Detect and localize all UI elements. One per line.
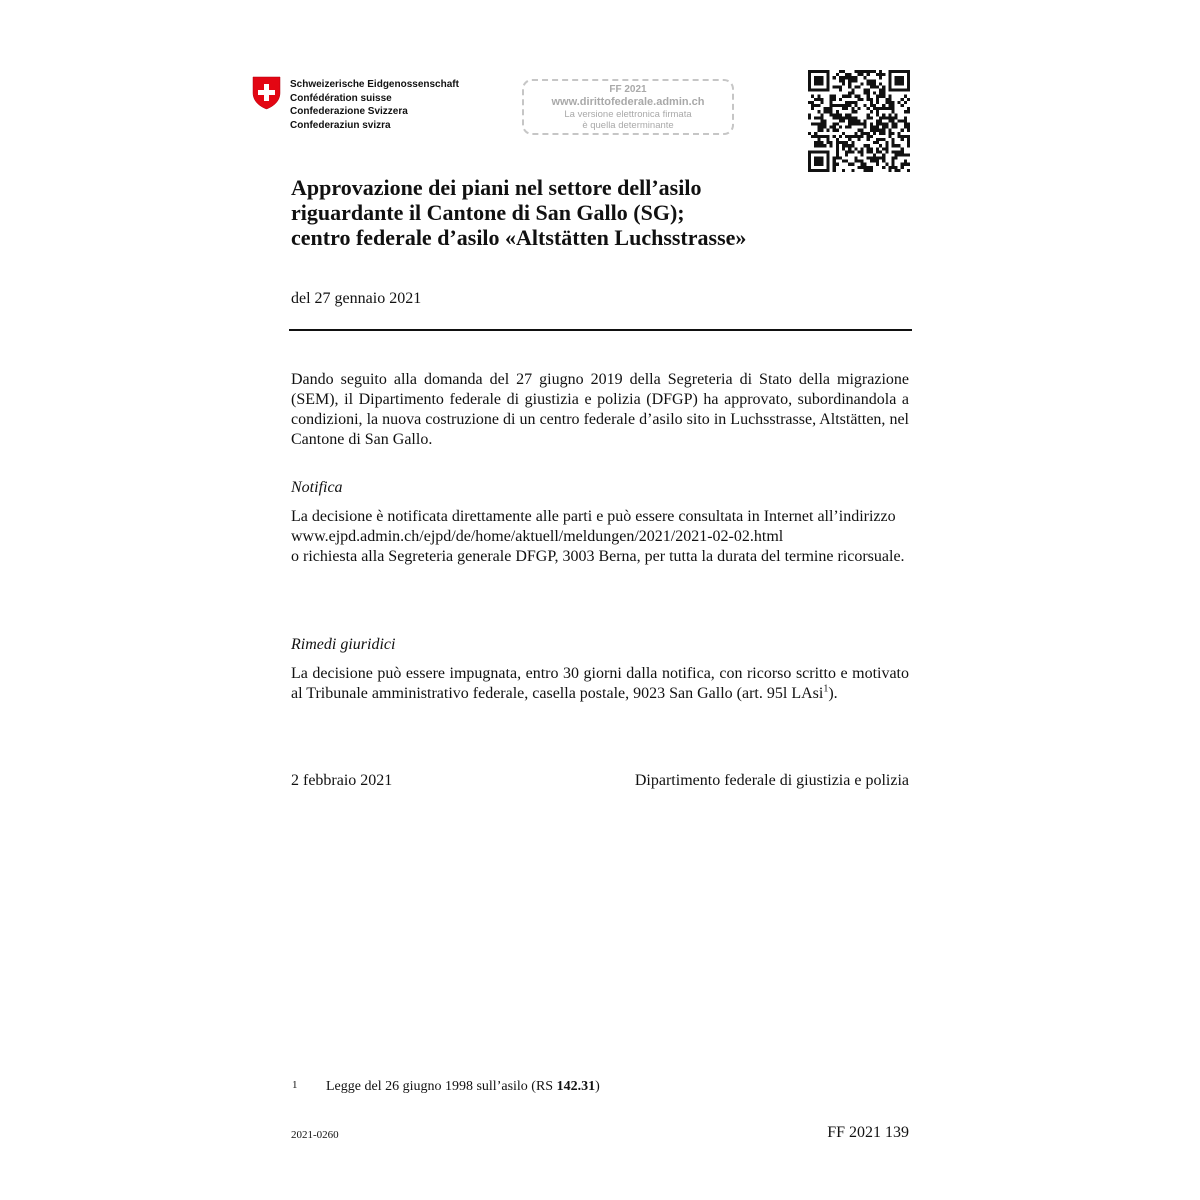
- footnote-number: 1: [292, 1079, 298, 1091]
- notifica-text: La decisione è notificata direttamente alle parti e può essere consultata in Internet all’indirizzo: [291, 508, 896, 525]
- title-line-3: centro federale d’asilo «Altstätten Luchsstrasse»: [291, 225, 747, 250]
- page-reference: FF 2021 139: [827, 1124, 909, 1141]
- footnote-text: [326, 1079, 600, 1095]
- intro-paragraph: Dando seguito alla domanda del 27 giugno 2019 della Segreteria di Stato della migrazione (SEM), il Dipartimento federale di giustizia e polizia (DFGP) ha approvato, subordinandola a condizioni, la nuova costruzione di un centro federale d’asilo sito in Luchsstrasse, Altstätten, nel Cantone di San Gallo.: [291, 371, 909, 448]
- notifica-heading: Notifica: [291, 479, 343, 496]
- title-line-1: Approvazione dei piani nel settore dell’asilo: [291, 175, 702, 200]
- confederation-name-rm: Confederaziun svizra: [290, 119, 391, 131]
- swiss-cross-icon: [252, 76, 281, 110]
- divider: [289, 329, 912, 331]
- rimedi-paragraph: [291, 664, 909, 704]
- title-line-2: riguardante il Cantone di San Gallo (SG);: [291, 200, 685, 225]
- stamp-line-1: FF 2021: [609, 84, 647, 95]
- decision-date: del 27 gennaio 2021: [291, 290, 422, 307]
- footnote-body: Legge del 26 giugno 1998 sull’asilo (RS: [326, 1079, 557, 1094]
- notifica-url-link[interactable]: www.ejpd.admin.ch/ejpd/de/home/aktuell/meldungen/2021/2021-02-02.html: [291, 528, 784, 545]
- confederation-names: [290, 78, 459, 132]
- stamp-line-2: www.dirittofederale.admin.ch: [551, 96, 705, 108]
- qr-code-icon: [808, 70, 910, 172]
- stamp-line-3: La versione elettronica firmata: [564, 109, 692, 120]
- document-title: [291, 175, 911, 250]
- footnote-reference[interactable]: 1: [823, 683, 829, 695]
- confederation-name-it: Confederazione Svizzera: [290, 106, 408, 118]
- stamp-line-4: è quella determinante: [582, 120, 674, 131]
- rimedi-heading: Rimedi giuridici: [291, 636, 396, 653]
- notifica-text-after: o richiesta alla Segreteria generale DFGP, 3003 Berna, per tutta la durata del termine ricorsuale.: [291, 548, 905, 565]
- rimedi-text-end: ).: [828, 685, 838, 702]
- rimedi-text: La decisione può essere impugnata, entro 30 giorni dalla notifica, con ricorso scritto e motivato al Tribunale amministrativo federale, casella postale, 9023 San Gallo (art. 95l LAsi: [291, 665, 909, 702]
- signature-date: 2 febbraio 2021: [291, 772, 393, 789]
- notifica-paragraph: [291, 507, 909, 567]
- confederation-name-fr: Confédération suisse: [290, 92, 392, 104]
- footnote-rs-ref: 142.31: [556, 1079, 596, 1094]
- document-number: 2021-0260: [291, 1129, 339, 1141]
- electronic-version-stamp: [522, 79, 734, 135]
- confederation-name-de: Schweizerische Eidgenossenschaft: [290, 79, 459, 90]
- footnote-end: ): [595, 1079, 600, 1094]
- signature-department: Dipartimento federale di giustizia e polizia: [634, 772, 909, 789]
